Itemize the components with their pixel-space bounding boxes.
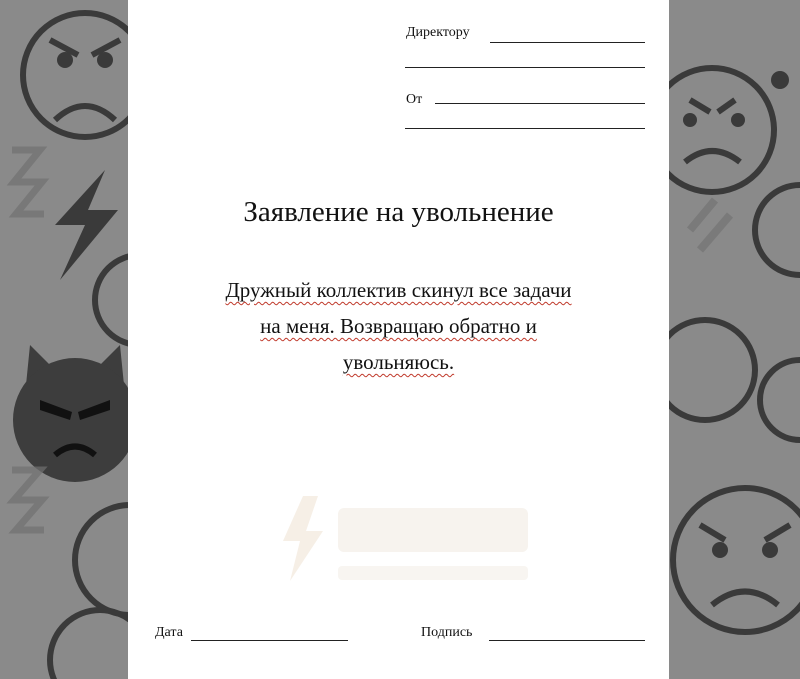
- watermark-logo: [278, 486, 538, 596]
- from-second-line: [405, 128, 645, 129]
- angry-face-icon: [673, 488, 800, 632]
- document-title: Заявление на увольнение: [243, 196, 554, 228]
- director-label: Директору: [406, 25, 470, 40]
- squiggle-icon: [12, 470, 44, 530]
- signature-label: Подпись: [421, 625, 473, 640]
- devil-face-icon: [13, 345, 137, 482]
- date-line: [191, 640, 348, 641]
- director-name-line: [490, 42, 645, 43]
- body-line: Дружный коллектив скинул все задачи: [225, 278, 572, 302]
- from-label: От: [406, 92, 423, 107]
- document-body: [168, 272, 629, 380]
- date-label: Дата: [155, 625, 183, 640]
- director-second-line: [405, 67, 645, 68]
- squiggle-icon: [12, 150, 44, 214]
- from-name-line: [435, 103, 645, 104]
- resignation-document: [128, 0, 669, 679]
- lightning-icon: [55, 170, 118, 280]
- body-line: на меня. Возвращаю обратно и: [260, 314, 537, 338]
- squiggle-icon: [690, 200, 730, 250]
- body-line: увольняюсь.: [342, 350, 455, 374]
- signature-line: [489, 640, 645, 641]
